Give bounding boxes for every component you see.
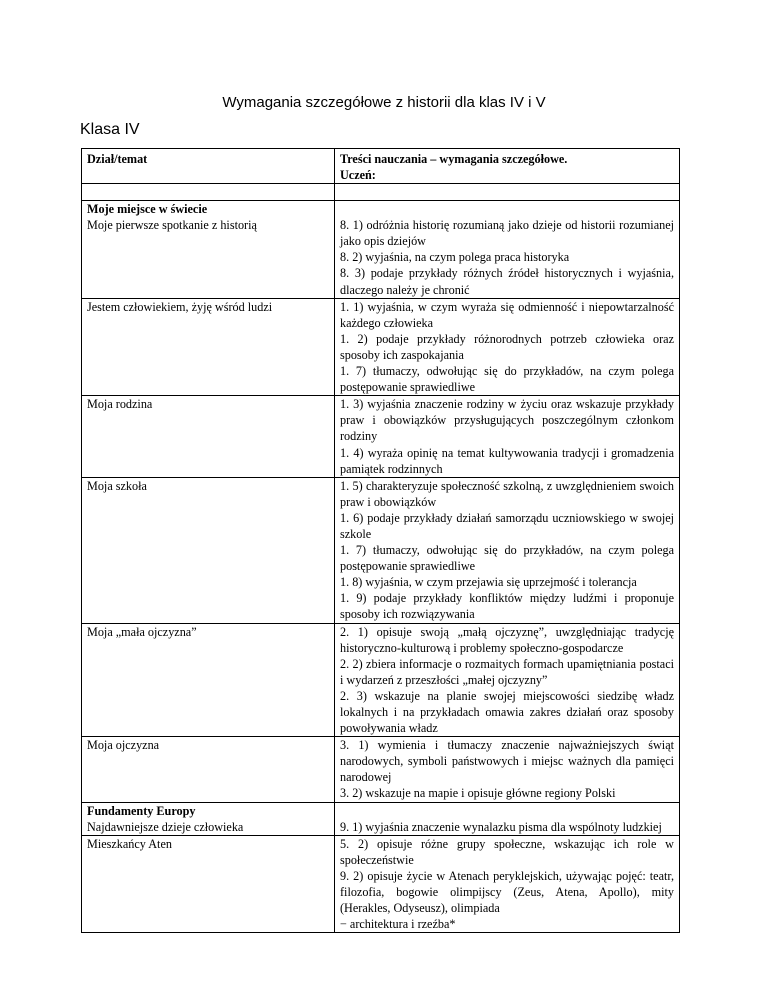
requirements-table — [81, 148, 680, 933]
requirement-item: 3. 2) wskazuje na mapie i opisuje główne regiony Polski — [340, 786, 616, 801]
topic-cell — [82, 396, 335, 477]
topic-name: Najdawniejsze dzieje człowieka — [87, 819, 244, 834]
topic-name: Moja „mała ojczyzna” — [87, 624, 197, 639]
requirement-item: 8. 3) podaje przykłady różnych źródeł historycznych i wyjaśnia, dlaczego należy je chronić — [340, 266, 674, 297]
document-title: Wymagania szczegółowe z historii dla klas IV i V — [222, 94, 546, 111]
requirement-item: 8. 1) odróżnia historię rozumianą jako dzieje od historii rozumianej jako opis dziejów — [340, 218, 674, 249]
requirements-cell — [335, 835, 680, 933]
section-title-cell — [82, 201, 335, 298]
requirements-cell — [335, 802, 680, 835]
topic-name: Moja szkoła — [87, 478, 147, 493]
spacer-cell — [82, 184, 335, 201]
requirement-item: 5. 2) opisuje różne grupy społeczne, wskazując ich role w społeczeństwie — [340, 836, 674, 867]
requirement-item: 8. 2) wyjaśnia, na czym polega praca historyka — [340, 250, 570, 265]
requirement-item: 1. 4) wyraża opinię na temat kultywowania tradycji i gromadzenia pamiątek rodzinnych — [340, 445, 674, 476]
topic-cell — [82, 623, 335, 737]
topic-row — [82, 835, 680, 933]
table-header-row — [82, 149, 680, 184]
requirement-item: 1. 7) tłumaczy, odwołując się do przykładów, na czym polega postępowanie sprawiedliwe — [340, 364, 674, 395]
topic-name: Moje pierwsze spotkanie z historią — [87, 218, 257, 233]
requirement-item: 1. 7) tłumaczy, odwołując się do przykładów, na czym polega postępowanie sprawiedliwe — [340, 543, 674, 574]
requirement-item: − architektura i rzeźba* — [340, 917, 456, 932]
section-title: Fundamenty Europy — [87, 803, 196, 818]
topic-row — [82, 396, 680, 477]
section-title-cell — [82, 802, 335, 835]
topic-cell — [82, 298, 335, 396]
section-row — [82, 201, 680, 298]
header-requirements-label: Treści nauczania – wymagania szczegółowe. — [340, 152, 568, 166]
requirement-item: 1. 9) podaje przykłady konfliktów między ludźmi i proponuje sposoby ich rozwiązywania — [340, 591, 674, 622]
topic-cell — [82, 477, 335, 623]
header-topic — [82, 149, 335, 184]
topic-row — [82, 477, 680, 623]
requirements-cell — [335, 623, 680, 737]
topic-name: Mieszkańcy Aten — [87, 836, 172, 851]
requirements-cell — [335, 298, 680, 396]
requirement-item: 1. 2) podaje przykłady różnorodnych potrzeb człowieka oraz sposoby ich zaspokajania — [340, 331, 674, 362]
requirements-cell — [335, 737, 680, 802]
topic-name: Moja rodzina — [87, 397, 153, 412]
topic-row — [82, 623, 680, 737]
section-title: Moje miejsce w świecie — [87, 202, 208, 217]
requirement-item: 1. 8) wyjaśnia, w czym przejawia się uprzejmość i tolerancja — [340, 575, 637, 590]
requirements-cell — [335, 477, 680, 623]
requirement-item: 1. 6) podaje przykłady działań samorządu uczniowskiego w swojej szkole — [340, 510, 674, 541]
topic-row — [82, 737, 680, 802]
header-student-label: Uczeń: — [340, 168, 376, 183]
requirements-cell — [335, 201, 680, 298]
requirement-item: 1. 3) wyjaśnia znaczenie rodziny w życiu oraz wskazuje przykłady praw i obowiązków przysługujących poszczególnym członkom rodziny — [340, 397, 674, 444]
spacer-row — [82, 184, 680, 201]
class-heading: Klasa IV — [80, 121, 140, 138]
header-requirements — [335, 149, 680, 184]
requirement-item: 2. 1) opisuje swoją „małą ojczyznę”, uwzględniając tradycję historyczno-kulturową i problemy społeczno-gospodarcze — [340, 624, 674, 655]
section-row — [82, 802, 680, 835]
topic-name: Jestem człowiekiem, żyję wśród ludzi — [87, 299, 273, 314]
spacer-cell — [335, 184, 680, 201]
requirement-item: 1. 1) wyjaśnia, w czym wyraża się odmienność i niepowtarzalność każdego człowieka — [340, 299, 674, 330]
requirement-item: 1. 5) charakteryzuje społeczność szkolną, z uwzględnieniem swoich praw i obowiązków — [340, 478, 674, 509]
requirements-cell — [335, 396, 680, 477]
topic-name: Moja ojczyzna — [87, 738, 160, 753]
topic-cell — [82, 835, 335, 933]
requirement-item: 9. 2) opisuje życie w Atenach peryklejskich, używając pojęć: teatr, filozofia, bogowie olimpijscy (Zeus, Atena, Apollo), mity (Herakles, Odyseusz), olimpiada — [340, 868, 674, 916]
requirement-item: 9. 1) wyjaśnia znaczenie wynalazku pisma dla wspólnoty ludzkiej — [340, 819, 662, 834]
requirement-item: 2. 2) zbiera informacje o rozmaitych formach upamiętniania postaci i wydarzeń z przeszłości „małej ojczyzny” — [340, 656, 674, 687]
topic-cell — [82, 737, 335, 802]
topic-row — [82, 298, 680, 396]
requirement-item: 3. 1) wymienia i tłumaczy znaczenie najważniejszych świąt narodowych, symboli państwowych i miejsc ważnych dla pamięci narodowej — [340, 738, 674, 785]
requirement-item: 2. 3) wskazuje na planie swojej miejscowości siedzibę władz lokalnych i na przykładach omawia zakres działań oraz sposoby powoływania władz — [340, 688, 674, 736]
header-topic-label: Dział/temat — [87, 152, 148, 166]
